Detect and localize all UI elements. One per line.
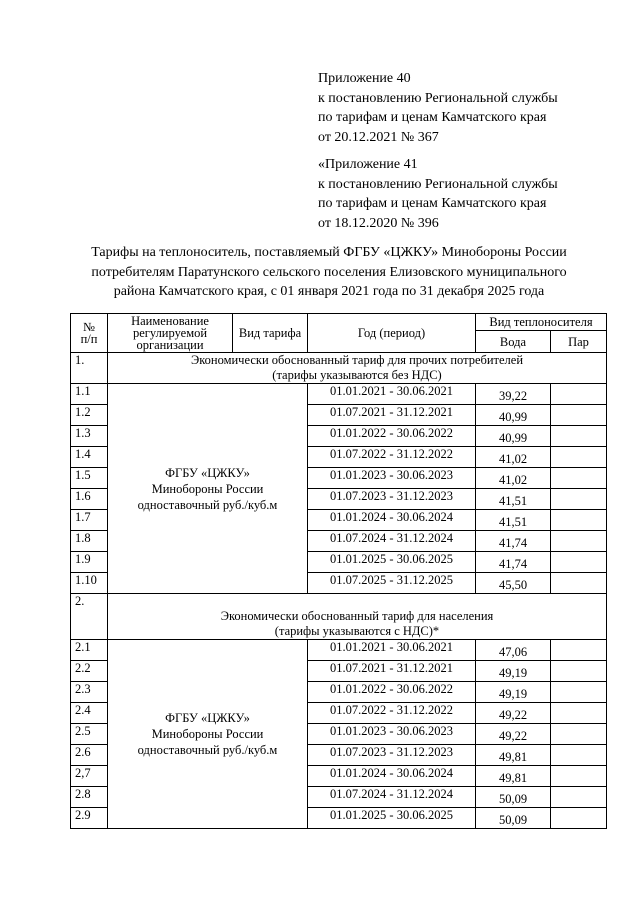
- period-cell: 01.07.2022 - 31.12.2022: [308, 703, 476, 724]
- appendix-line: к постановлению Региональной службы: [318, 176, 558, 192]
- period-cell: 01.07.2024 - 31.12.2024: [308, 787, 476, 808]
- row-number: 1.10: [71, 573, 108, 594]
- period-cell: 01.07.2022 - 31.12.2022: [308, 447, 476, 468]
- organization-cell: [108, 384, 308, 594]
- water-tariff: 39,22: [476, 384, 551, 405]
- organization-cell: [108, 640, 308, 829]
- water-tariff: 49,81: [476, 766, 551, 787]
- water-tariff: 49,22: [476, 724, 551, 745]
- row-number: 1.8: [71, 531, 108, 552]
- water-tariff: 41,51: [476, 510, 551, 531]
- steam-tariff: [551, 405, 607, 426]
- steam-tariff: [551, 531, 607, 552]
- water-tariff: 41,74: [476, 552, 551, 573]
- steam-tariff: [551, 724, 607, 745]
- appendix-line: «Приложение 41: [318, 157, 418, 172]
- section-number: 2.: [71, 594, 108, 640]
- row-number: 2.8: [71, 787, 108, 808]
- organization-line: Минобороны России: [151, 481, 264, 496]
- steam-header: Пар: [551, 331, 607, 353]
- steam-tariff: [551, 787, 607, 808]
- org-header-line3: организации: [136, 338, 204, 352]
- period-cell: 01.01.2023 - 30.06.2023: [308, 724, 476, 745]
- steam-tariff: [551, 573, 607, 594]
- num-header-line1: №: [83, 320, 95, 334]
- water-tariff: 50,09: [476, 787, 551, 808]
- organization-line: ФГБУ «ЦЖКУ»: [165, 465, 250, 480]
- title-line: района Камчатского края, с 01 января 2021 года по 31 декабря 2025 года: [113, 284, 545, 299]
- steam-tariff: [551, 640, 607, 661]
- title-line: потребителям Паратунского сельского поселения Елизовского муниципального: [91, 264, 567, 280]
- row-number: 1.9: [71, 552, 108, 573]
- row-number: 1.1: [71, 384, 108, 405]
- water-tariff: 50,09: [476, 808, 551, 829]
- period-cell: 01.01.2022 - 30.06.2022: [308, 682, 476, 703]
- period-cell: 01.07.2024 - 31.12.2024: [308, 531, 476, 552]
- appendix-line: Приложение 40: [318, 71, 411, 86]
- row-number: 2.1: [71, 640, 108, 661]
- water-tariff: 41,51: [476, 489, 551, 510]
- steam-tariff: [551, 426, 607, 447]
- section-title-line1: Экономически обоснованный тариф для прочих потребителей: [190, 353, 524, 367]
- period-cell: 01.01.2021 - 30.06.2021: [308, 384, 476, 405]
- water-tariff: 49,19: [476, 682, 551, 703]
- steam-tariff: [551, 808, 607, 829]
- steam-tariff: [551, 745, 607, 766]
- water-tariff: 40,99: [476, 426, 551, 447]
- row-number: 1.4: [71, 447, 108, 468]
- carrier-type-header: Вид теплоносителя: [476, 314, 607, 331]
- appendix-line: от 18.12.2020 № 396: [318, 215, 439, 231]
- period-cell: 01.01.2024 - 30.06.2024: [308, 766, 476, 787]
- row-number: 1.7: [71, 510, 108, 531]
- row-number: 1.3: [71, 426, 108, 447]
- table-row: [71, 384, 607, 405]
- period-cell: 01.01.2022 - 30.06.2022: [308, 426, 476, 447]
- row-number: 2.9: [71, 808, 108, 829]
- organization-line: Минобороны России: [151, 727, 264, 741]
- section-title: [108, 353, 607, 384]
- tariff-table-body: [71, 314, 607, 829]
- period-cell: 01.01.2021 - 30.06.2021: [308, 640, 476, 661]
- num-header-line2: п/п: [80, 332, 98, 346]
- period-cell: 01.01.2024 - 30.06.2024: [308, 510, 476, 531]
- period-cell: 01.07.2021 - 31.12.2021: [308, 405, 476, 426]
- num-header: [71, 314, 108, 353]
- row-number: 1.5: [71, 468, 108, 489]
- steam-tariff: [551, 489, 607, 510]
- section-title-line2: (тарифы указываются с НДС)*: [274, 624, 440, 638]
- row-number: 1.2: [71, 405, 108, 426]
- tariff-table: [70, 313, 607, 829]
- period-header: Год (период): [308, 314, 476, 353]
- org-header-line1: Наименование: [131, 314, 209, 328]
- water-tariff: 49,22: [476, 703, 551, 724]
- section-title-line1: Экономически обоснованный тариф для населения: [220, 609, 494, 623]
- steam-tariff: [551, 703, 607, 724]
- water-tariff: 40,99: [476, 405, 551, 426]
- appendix-line: от 20.12.2021 № 367: [318, 129, 439, 145]
- appendix-previous: [318, 155, 558, 233]
- section-row: [71, 594, 607, 640]
- water-tariff: 47,06: [476, 640, 551, 661]
- period-cell: 01.01.2025 - 30.06.2025: [308, 552, 476, 573]
- water-header: Вода: [476, 331, 551, 353]
- water-tariff: 41,02: [476, 468, 551, 489]
- appendix-line: по тарифам и ценам Камчатского края: [318, 110, 547, 125]
- steam-tariff: [551, 384, 607, 405]
- organization-line: одноставочный руб./куб.м: [137, 743, 278, 757]
- appendix-line: к постановлению Региональной службы: [318, 90, 558, 106]
- period-cell: 01.01.2023 - 30.06.2023: [308, 468, 476, 489]
- row-number: 1.6: [71, 489, 108, 510]
- section-title-line2: (тарифы указываются без НДС): [272, 368, 442, 382]
- section-title: [108, 594, 607, 640]
- org-header: [108, 314, 233, 353]
- period-cell: 01.07.2025 - 31.12.2025: [308, 573, 476, 594]
- row-number: 2,7: [71, 766, 108, 787]
- tariff-type-header: Вид тарифа: [233, 314, 308, 353]
- steam-tariff: [551, 510, 607, 531]
- header-row: [71, 314, 607, 331]
- period-cell: 01.07.2021 - 31.12.2021: [308, 661, 476, 682]
- period-cell: 01.07.2023 - 31.12.2023: [308, 745, 476, 766]
- section-row: [71, 353, 607, 384]
- period-cell: 01.07.2023 - 31.12.2023: [308, 489, 476, 510]
- water-tariff: 41,74: [476, 531, 551, 552]
- row-number: 2.5: [71, 724, 108, 745]
- steam-tariff: [551, 682, 607, 703]
- water-tariff: 41,02: [476, 447, 551, 468]
- steam-tariff: [551, 661, 607, 682]
- steam-tariff: [551, 552, 607, 573]
- steam-tariff: [551, 766, 607, 787]
- row-number: 2.3: [71, 682, 108, 703]
- section-number: 1.: [71, 353, 108, 384]
- steam-tariff: [551, 447, 607, 468]
- document-title: [40, 243, 618, 302]
- organization-line: одноставочный руб./куб.м: [137, 497, 278, 512]
- water-tariff: 49,19: [476, 661, 551, 682]
- organization-line: ФГБУ «ЦЖКУ»: [165, 711, 250, 725]
- row-number: 2.6: [71, 745, 108, 766]
- table-row: [71, 640, 607, 661]
- org-header-line2: регулируемой: [132, 326, 208, 340]
- steam-tariff: [551, 468, 607, 489]
- water-tariff: 49,81: [476, 745, 551, 766]
- title-line: Тарифы на теплоноситель, поставляемый ФГБУ «ЦЖКУ» Минобороны России: [91, 245, 567, 260]
- appendix-line: по тарифам и ценам Камчатского края: [318, 196, 547, 211]
- water-tariff: 45,50: [476, 573, 551, 594]
- period-cell: 01.01.2025 - 30.06.2025: [308, 808, 476, 829]
- appendix-current: [318, 69, 558, 147]
- row-number: 2.4: [71, 703, 108, 724]
- row-number: 2.2: [71, 661, 108, 682]
